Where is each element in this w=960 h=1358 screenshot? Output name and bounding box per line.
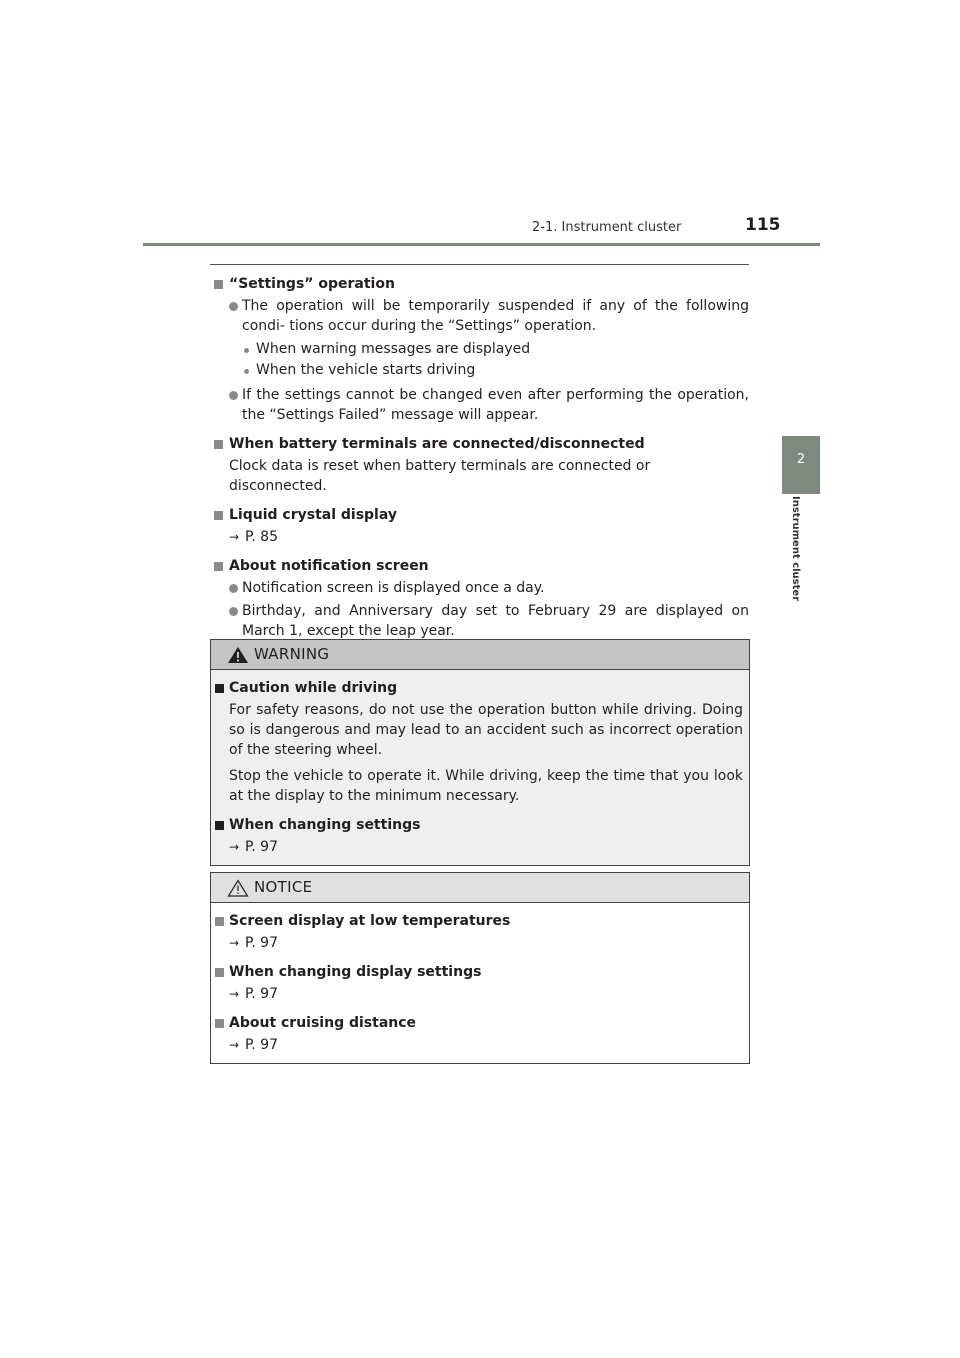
square-bullet-icon (214, 280, 223, 289)
square-bullet-icon (215, 968, 224, 977)
square-bullet-icon (215, 917, 224, 926)
section-settings-operation (210, 275, 749, 425)
warning-header (211, 640, 749, 670)
page-reference[interactable]: → P. 97 (229, 986, 278, 1002)
page-number: 115 (745, 215, 781, 235)
arrow-right-icon: → (229, 936, 240, 950)
section-body: Clock data is reset when battery terminals are connected or disconnected. (229, 458, 651, 494)
paragraph: Stop the vehicle to operate it. While driving, keep the time that you look at the display to the minimum necessary. (229, 768, 743, 804)
warning-body (211, 670, 749, 865)
section-title: “Settings” operation (210, 275, 749, 294)
notice-item (211, 912, 743, 953)
arrow-right-icon: → (229, 530, 240, 544)
page-reference[interactable]: → P. 97 (229, 839, 278, 855)
small-dot-icon (244, 348, 249, 353)
square-bullet-icon (214, 511, 223, 520)
chapter-tab: 2 (782, 436, 820, 494)
bullet-item: If the settings cannot be changed even after performing the operation, the “Settings Failed” message will appear. (229, 385, 749, 425)
circle-bullet-icon (229, 302, 238, 311)
circle-bullet-icon (229, 607, 238, 616)
header-divider (143, 243, 820, 246)
notice-body (211, 903, 749, 1063)
section-title: When changing settings (211, 816, 743, 835)
notice-item (211, 963, 743, 1004)
square-bullet-icon (214, 562, 223, 571)
bullet-item: The operation will be temporarily suspended if any of the following condi- tions occur during the “Settings” operation. (229, 296, 749, 336)
square-bullet-icon (215, 1019, 224, 1028)
notice-label: NOTICE (254, 878, 313, 896)
bullet-item: Notification screen is displayed once a day. (229, 578, 749, 598)
sub-bullet-item: When the vehicle starts driving (242, 360, 749, 381)
warning-triangle-icon (227, 646, 249, 664)
square-bullet-icon (215, 684, 224, 693)
section-title: About notification screen (210, 557, 749, 576)
section-battery (210, 435, 749, 496)
section-title: About cruising distance (211, 1014, 743, 1033)
main-content (210, 264, 749, 651)
header-section-title: 2-1. Instrument cluster (532, 220, 682, 235)
section-title: When changing display settings (211, 963, 743, 982)
page-reference[interactable]: → P. 85 (229, 529, 278, 545)
bullet-item: Birthday, and Anniversary day set to February 29 are displayed on March 1, except the leap year. (229, 601, 749, 641)
section-lcd (210, 506, 749, 547)
chapter-label: Instrument cluster (790, 496, 801, 602)
circle-bullet-icon (229, 584, 238, 593)
warning-section-caution (211, 679, 743, 806)
paragraph: For safety reasons, do not use the operation button while driving. Doing so is dangerous and may lead to an accident such as incorrect operation of the steering wheel. (229, 702, 743, 758)
page-reference[interactable]: → P. 97 (229, 1037, 278, 1053)
circle-bullet-icon (229, 391, 238, 400)
arrow-right-icon: → (229, 987, 240, 1001)
warning-label: WARNING (254, 645, 330, 663)
section-title: Caution while driving (211, 679, 743, 698)
section-title: When battery terminals are connected/disconnected (210, 435, 749, 454)
notice-triangle-icon (227, 879, 249, 897)
square-bullet-icon (215, 821, 224, 830)
section-title: Screen display at low temperatures (211, 912, 743, 931)
notice-item (211, 1014, 743, 1055)
page-reference[interactable]: → P. 97 (229, 935, 278, 951)
section-notification (210, 557, 749, 641)
notice-box (210, 872, 750, 1064)
section-title: Liquid crystal display (210, 506, 749, 525)
arrow-right-icon: → (229, 840, 240, 854)
warning-box (210, 639, 750, 866)
small-dot-icon (244, 369, 249, 374)
warning-section-changing (211, 816, 743, 857)
arrow-right-icon: → (229, 1038, 240, 1052)
square-bullet-icon (214, 440, 223, 449)
sub-bullet-item: When warning messages are displayed (242, 339, 749, 360)
notice-header (211, 873, 749, 903)
